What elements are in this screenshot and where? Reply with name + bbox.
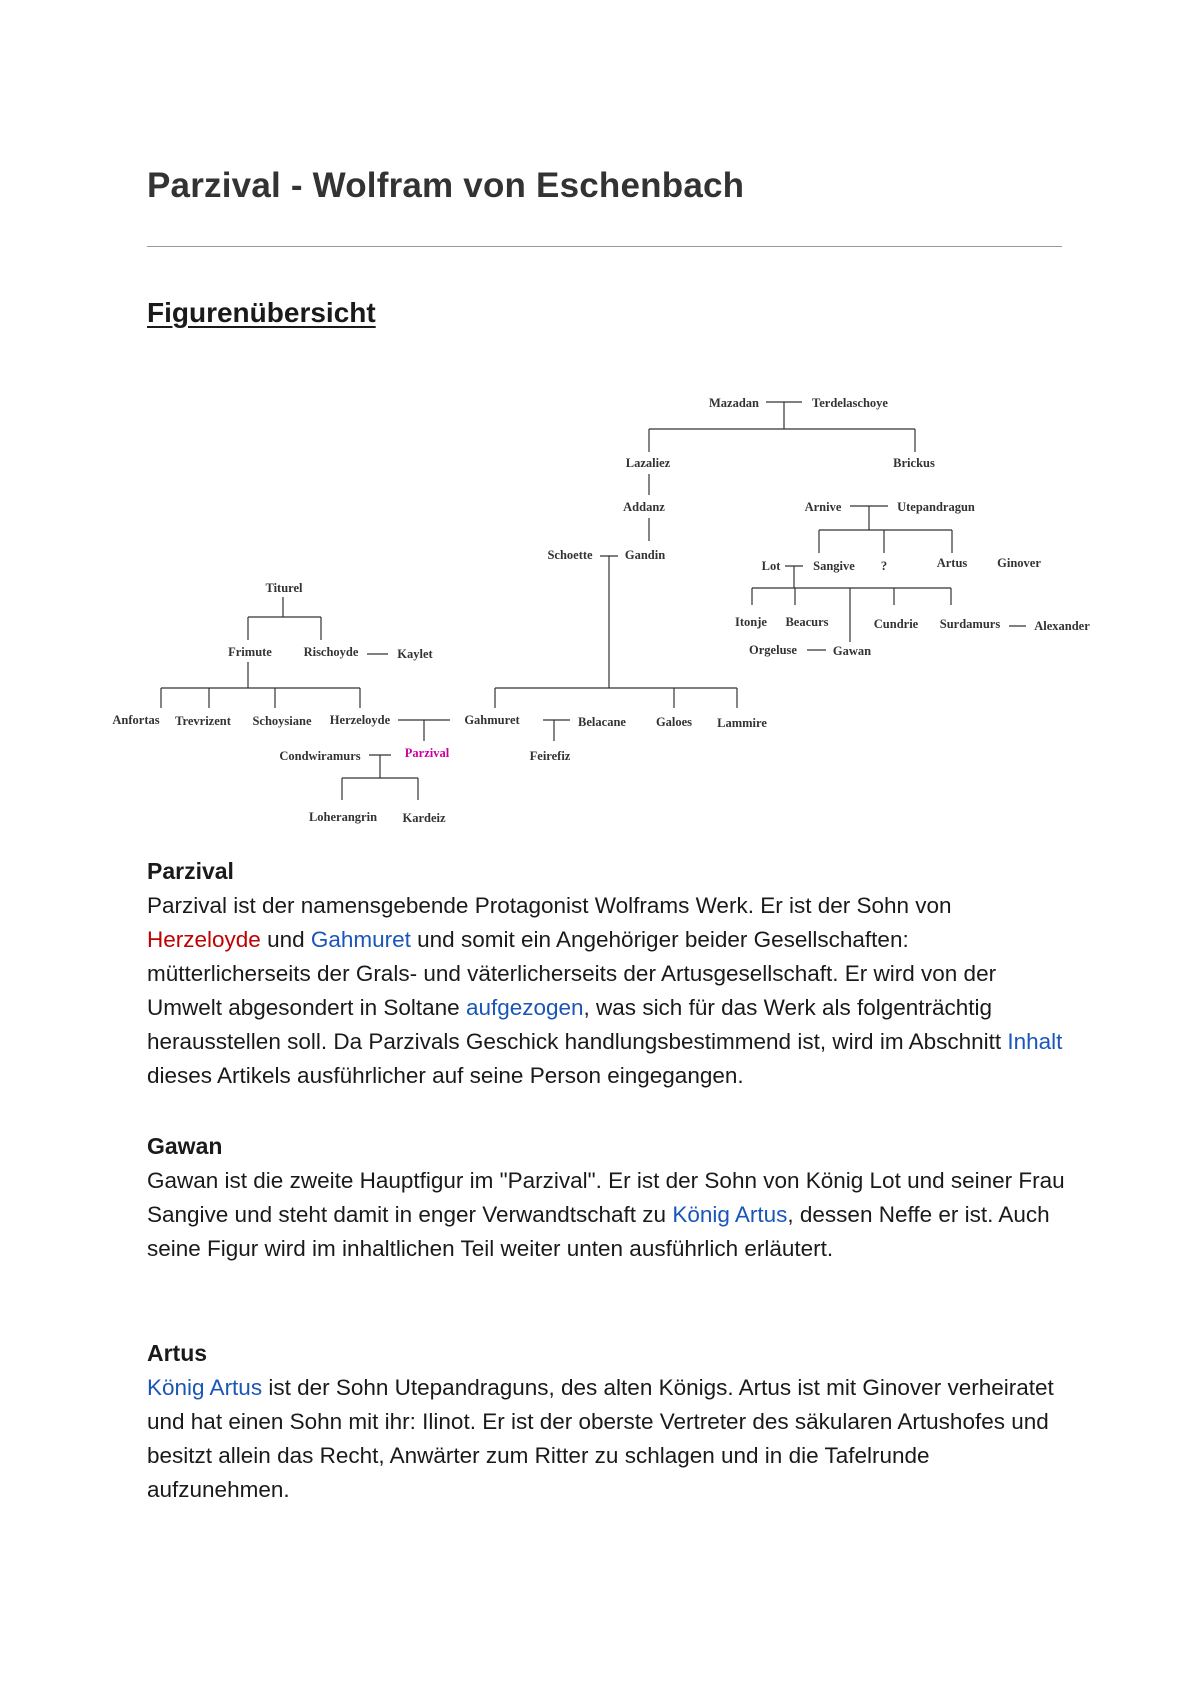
tree-node-parzival: Parzival xyxy=(404,746,450,760)
tree-node-artus: Artus xyxy=(936,556,968,570)
character-text-artus: König Artus ist der Sohn Utepandraguns, des alten Königs. Artus ist mit Ginover verheiratet und hat einen Sohn mit ihr: Ilinot. Er ist der oberste Vertreter des säkularen Artushofes und besitzt allein das Recht, Anwärter zum Ritter zu schlagen und in die Tafelrunde aufzunehmen. xyxy=(147,1375,1054,1502)
tree-node-addanz: Addanz xyxy=(623,500,665,514)
link-inhalt[interactable]: Inhalt xyxy=(1007,1029,1063,1054)
character-text-gawan: Gawan ist die zweite Hauptfigur im "Parzival". Er ist der Sohn von König Lot und seiner Frau Sangive und steht damit in enger Verwandtschaft zu König Artus, dessen Neffe er ist. Auch seine Figur wird im inhaltlichen Teil weiter unten ausführlich erläutert. xyxy=(147,1168,1065,1261)
tree-node-orgeluse: Orgeluse xyxy=(749,643,797,657)
tree-node-anfortas: Anfortas xyxy=(112,713,160,727)
tree-node-gawan: Gawan xyxy=(832,644,872,658)
tree-node-itonje: Itonje xyxy=(735,615,767,629)
character-heading-gawan: Gawan xyxy=(147,1133,223,1159)
link-koenig-artus-2[interactable]: König Artus xyxy=(147,1375,263,1400)
character-section-artus xyxy=(147,1340,1067,1507)
tree-node-arnive: Arnive xyxy=(804,500,842,514)
character-heading-parzival: Parzival xyxy=(147,858,234,884)
tree-names xyxy=(112,396,1090,825)
tree-node-kaylet: Kaylet xyxy=(397,647,433,661)
tree-node-condwiramurs: Condwiramurs xyxy=(279,749,361,763)
tree-node-brickus: Brickus xyxy=(893,456,935,470)
tree-node-rischoyde: Rischoyde xyxy=(303,645,359,659)
tree-node-sangive: Sangive xyxy=(813,559,855,573)
link-aufgezogen[interactable]: aufgezogen xyxy=(465,995,584,1020)
tree-node-belacane: Belacane xyxy=(578,715,626,729)
tree-node-mazadan: Mazadan xyxy=(709,396,759,410)
link-koenig-artus[interactable]: König Artus xyxy=(672,1202,788,1227)
character-section-parzival xyxy=(147,858,1067,1093)
tree-node-trevrizent: Trevrizent xyxy=(175,714,231,728)
tree-node-titurel: Titurel xyxy=(265,581,303,595)
tree-node-gandin: Gandin xyxy=(624,548,666,562)
page-title: Parzival - Wolfram von Eschenbach xyxy=(147,166,745,205)
tree-node-kardeiz: Kardeiz xyxy=(402,811,446,825)
tree-node-lazaliez: Lazaliez xyxy=(625,456,671,470)
character-heading-artus: Artus xyxy=(147,1340,208,1366)
tree-node-herzeloyde: Herzeloyde xyxy=(329,713,391,727)
tree-node-schoysiane: Schoysiane xyxy=(252,714,312,728)
tree-node-lammire: Lammire xyxy=(717,716,767,730)
tree-node-galoes: Galoes xyxy=(655,715,693,729)
tree-node-gahmuret: Gahmuret xyxy=(464,713,520,727)
tree-node-ginover: Ginover xyxy=(997,556,1041,570)
tree-node-surdamurs: Surdamurs xyxy=(939,617,1001,631)
tree-node-lot: Lot xyxy=(761,559,781,573)
tree-node-loherangrin: Loherangrin xyxy=(308,810,378,824)
tree-node-frimute: Frimute xyxy=(228,645,272,659)
tree-node-utepandragun: Utepandragun xyxy=(897,500,975,514)
tree-node-cundrie: Cundrie xyxy=(873,617,919,631)
section-heading-figurenuebersicht: Figurenübersicht xyxy=(147,297,376,328)
link-herzeloyde[interactable]: Herzeloyde xyxy=(147,927,261,952)
tree-node-schoette: Schoette xyxy=(547,548,593,562)
tree-node-terdelaschoye: Terdelaschoye xyxy=(812,396,888,410)
tree-node-beacurs: Beacurs xyxy=(785,615,829,629)
link-gahmuret[interactable]: Gahmuret xyxy=(310,927,411,952)
character-section-gawan xyxy=(147,1133,1067,1266)
tree-node-feirefiz: Feirefiz xyxy=(529,749,571,763)
tree-node-alexander: Alexander xyxy=(1034,619,1090,633)
tree-node-unknown: ? xyxy=(880,559,888,573)
character-text-parzival: Parzival ist der namensgebende Protagonist Wolframs Werk. Er ist der Sohn von Herzeloyde und Gahmuret und somit ein Angehöriger beider Gesellschaften: mütterlicherseits der Grals- und väterlicherseits der Artusgesellschaft. Er wird von der Umwelt abgesondert in Soltane aufgezogen, was sich für das Werk als folgenträchtig herausstellen soll. Da Parzivals Geschick handlungsbestimmend ist, wird im Abschnitt Inhalt dieses Artikels ausführlicher auf seine Person eingegangen. xyxy=(147,893,1063,1088)
